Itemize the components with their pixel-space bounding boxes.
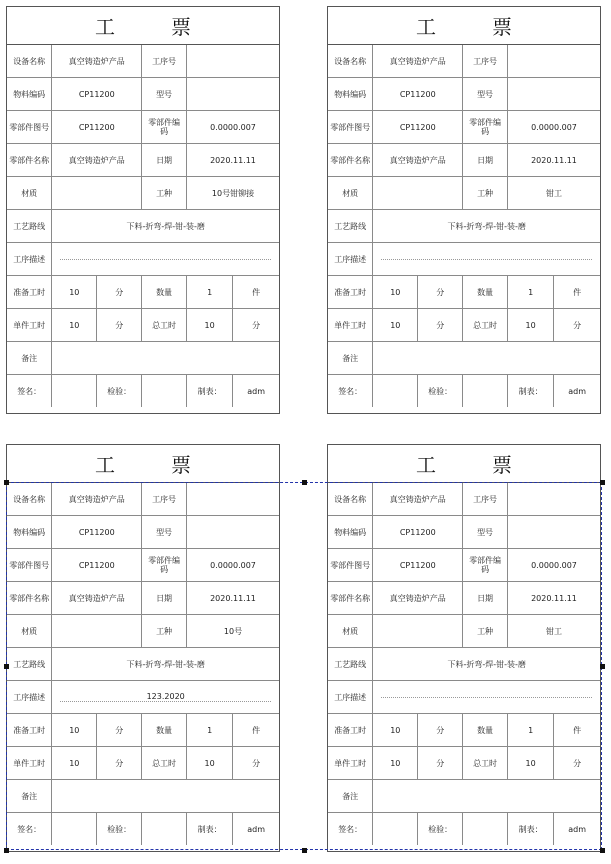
row-remarks [7, 780, 279, 813]
row-equipment-name [328, 483, 600, 516]
label-process-description: 工序描述 [7, 243, 52, 276]
row-process-route [7, 210, 279, 243]
value-process-no[interactable] [508, 45, 601, 78]
row-prep-time [7, 714, 279, 747]
label-job-type: 工种 [463, 177, 508, 210]
label-inspection: 检验： [418, 813, 463, 846]
label-unit-time: 单件工时 [328, 747, 373, 780]
label-prep-time: 准备工时 [328, 714, 373, 747]
label-total-time: 总工时 [463, 747, 508, 780]
value-job-type[interactable]: 钳工 [508, 615, 601, 648]
row-material [328, 177, 600, 210]
label-process-description: 工序描述 [328, 681, 373, 714]
value-remarks[interactable] [52, 342, 279, 375]
resize-handle-top-center[interactable] [302, 480, 307, 485]
row-prep-time [328, 714, 600, 747]
value-inspection[interactable] [463, 375, 508, 408]
value-job-type[interactable]: 钳工 [508, 177, 601, 210]
dotted-line [60, 259, 271, 260]
label-signature: 签名： [328, 375, 373, 408]
label-part-drawing-no: 零部件图号 [328, 111, 373, 144]
row-signatures [328, 813, 600, 846]
unit-total-time: 分 [554, 747, 600, 780]
row-material-code [328, 78, 600, 111]
value-unit-time[interactable]: 10 [373, 309, 418, 342]
label-material: 材质 [7, 615, 52, 648]
row-part-drawing [7, 549, 279, 582]
label-prepared-by: 制表： [508, 375, 554, 408]
label-process-description: 工序描述 [328, 243, 373, 276]
value-quantity[interactable]: 1 [187, 276, 233, 309]
value-material[interactable] [373, 177, 463, 210]
value-process-no[interactable] [187, 483, 280, 516]
label-material-code: 物料编码 [328, 516, 373, 549]
resize-handle-middle-left[interactable] [4, 664, 9, 669]
label-material-code: 物料编码 [7, 78, 52, 111]
row-process-description [7, 243, 279, 276]
row-process-route [328, 648, 600, 681]
row-prep-time [7, 276, 279, 309]
label-inspection: 检验： [97, 813, 142, 846]
unit-quantity: 件 [554, 714, 600, 747]
value-part-code[interactable]: 0.0000.007 [187, 111, 280, 144]
label-prep-time: 准备工时 [7, 714, 52, 747]
value-process-no[interactable] [187, 45, 280, 78]
resize-handle-top-left[interactable] [4, 480, 9, 485]
label-job-type: 工种 [463, 615, 508, 648]
row-material [7, 177, 279, 210]
value-date[interactable]: 2020.11.11 [187, 144, 280, 177]
value-prepared-by[interactable]: adm [233, 813, 279, 846]
row-equipment-name [7, 483, 279, 516]
row-material-code [328, 516, 600, 549]
label-job-type: 工种 [142, 615, 187, 648]
ticket-title: 工 票 [7, 7, 279, 45]
label-prepared-by: 制表： [187, 375, 233, 408]
value-signature[interactable] [52, 813, 97, 846]
value-process-route[interactable]: 下料-折弯-焊-钳-装-磨 [373, 210, 600, 243]
row-signatures [7, 375, 279, 408]
work-ticket-card[interactable] [327, 444, 601, 852]
value-part-code[interactable]: 0.0000.007 [508, 111, 601, 144]
row-process-description [328, 243, 600, 276]
value-signature[interactable] [373, 375, 418, 408]
resize-handle-top-right[interactable] [600, 480, 605, 485]
ticket-title: 工 票 [328, 445, 600, 483]
process-description-text: 123.2020 [146, 692, 185, 701]
label-signature: 签名： [7, 375, 52, 408]
label-process-no: 工序号 [142, 45, 187, 78]
row-material [328, 615, 600, 648]
value-total-time[interactable]: 10 [508, 309, 554, 342]
label-quantity: 数量 [142, 276, 187, 309]
label-part-code: 零部件编码 [142, 549, 187, 582]
row-remarks [328, 342, 600, 375]
value-material-code[interactable]: CP11200 [52, 78, 142, 111]
value-model[interactable] [187, 516, 280, 549]
ticket-title: 工 票 [7, 445, 279, 483]
label-part-code: 零部件编码 [463, 549, 508, 582]
label-date: 日期 [463, 144, 508, 177]
row-unit-time [7, 747, 279, 780]
label-signature: 签名： [7, 813, 52, 846]
work-ticket-card[interactable] [6, 6, 280, 414]
work-ticket-card[interactable] [6, 444, 280, 852]
label-unit-time: 单件工时 [7, 747, 52, 780]
value-material-code[interactable]: CP11200 [373, 516, 463, 549]
row-material-code [7, 78, 279, 111]
label-remarks: 备注 [328, 342, 373, 375]
value-material[interactable] [52, 177, 142, 210]
value-model[interactable] [508, 516, 601, 549]
label-process-no: 工序号 [142, 483, 187, 516]
value-total-time[interactable]: 10 [187, 747, 233, 780]
label-equipment-name: 设备名称 [7, 45, 52, 78]
row-part-drawing [328, 111, 600, 144]
label-date: 日期 [142, 582, 187, 615]
label-quantity: 数量 [463, 276, 508, 309]
value-equipment-name[interactable]: 真空铸造炉产品 [373, 483, 463, 516]
label-part-drawing-no: 零部件图号 [7, 111, 52, 144]
ticket-table [328, 483, 600, 845]
resize-handle-middle-right[interactable] [600, 664, 605, 669]
value-part-drawing-no[interactable]: CP11200 [373, 549, 463, 582]
row-signatures [7, 813, 279, 846]
row-part-name [328, 144, 600, 177]
label-part-drawing-no: 零部件图号 [7, 549, 52, 582]
unit-unit-time: 分 [97, 747, 142, 780]
unit-prep-time: 分 [97, 714, 142, 747]
label-prepared-by: 制表： [187, 813, 233, 846]
row-unit-time [328, 747, 600, 780]
row-signatures [328, 375, 600, 408]
value-part-name[interactable]: 真空铸造炉产品 [52, 582, 142, 615]
ticket-table [328, 45, 600, 407]
row-part-name [7, 144, 279, 177]
unit-unit-time: 分 [418, 747, 463, 780]
value-prep-time[interactable]: 10 [373, 714, 418, 747]
value-prepared-by[interactable]: adm [554, 375, 600, 408]
label-part-name: 零部件名称 [7, 582, 52, 615]
value-signature[interactable] [52, 375, 97, 408]
value-material[interactable] [373, 615, 463, 648]
value-prep-time[interactable]: 10 [373, 276, 418, 309]
label-process-route: 工艺路线 [7, 210, 52, 243]
value-equipment-name[interactable]: 真空铸造炉产品 [373, 45, 463, 78]
row-unit-time [7, 309, 279, 342]
value-total-time[interactable]: 10 [508, 747, 554, 780]
label-unit-time: 单件工时 [7, 309, 52, 342]
row-process-route [7, 648, 279, 681]
label-prep-time: 准备工时 [7, 276, 52, 309]
value-prepared-by[interactable]: adm [233, 375, 279, 408]
value-process-description[interactable] [52, 681, 279, 714]
row-material-code [7, 516, 279, 549]
label-quantity: 数量 [463, 714, 508, 747]
label-part-code: 零部件编码 [463, 111, 508, 144]
value-model[interactable] [187, 78, 280, 111]
row-equipment-name [328, 45, 600, 78]
unit-quantity: 件 [233, 714, 279, 747]
row-process-description [328, 681, 600, 714]
label-remarks: 备注 [7, 342, 52, 375]
resize-handle-bottom-right[interactable] [600, 848, 605, 853]
value-process-description[interactable] [373, 681, 600, 714]
value-part-drawing-no[interactable]: CP11200 [52, 111, 142, 144]
value-remarks[interactable] [373, 780, 600, 813]
unit-unit-time: 分 [97, 309, 142, 342]
value-prepared-by[interactable]: adm [554, 813, 600, 846]
value-date[interactable]: 2020.11.11 [508, 144, 601, 177]
label-material: 材质 [328, 615, 373, 648]
label-equipment-name: 设备名称 [328, 483, 373, 516]
row-part-name [7, 582, 279, 615]
value-process-route[interactable]: 下料-折弯-焊-钳-装-磨 [52, 648, 279, 681]
label-process-route: 工艺路线 [7, 648, 52, 681]
value-equipment-name[interactable]: 真空铸造炉产品 [52, 45, 142, 78]
value-inspection[interactable] [463, 813, 508, 846]
unit-total-time: 分 [233, 747, 279, 780]
label-date: 日期 [142, 144, 187, 177]
label-prep-time: 准备工时 [328, 276, 373, 309]
row-remarks [7, 342, 279, 375]
label-remarks: 备注 [7, 780, 52, 813]
value-quantity[interactable]: 1 [508, 276, 554, 309]
value-date[interactable]: 2020.11.11 [508, 582, 601, 615]
label-prepared-by: 制表： [508, 813, 554, 846]
ticket-table [7, 483, 279, 845]
unit-total-time: 分 [233, 309, 279, 342]
row-process-description [7, 681, 279, 714]
dotted-line [60, 701, 271, 702]
label-process-description: 工序描述 [7, 681, 52, 714]
value-total-time[interactable]: 10 [187, 309, 233, 342]
unit-prep-time: 分 [97, 276, 142, 309]
value-model[interactable] [508, 78, 601, 111]
label-process-no: 工序号 [463, 483, 508, 516]
row-unit-time [328, 309, 600, 342]
label-total-time: 总工时 [142, 747, 187, 780]
label-part-name: 零部件名称 [7, 144, 52, 177]
label-model: 型号 [142, 78, 187, 111]
value-process-description[interactable] [52, 243, 279, 276]
row-part-name [328, 582, 600, 615]
value-part-name[interactable]: 真空铸造炉产品 [373, 144, 463, 177]
label-remarks: 备注 [328, 780, 373, 813]
label-quantity: 数量 [142, 714, 187, 747]
label-equipment-name: 设备名称 [7, 483, 52, 516]
label-process-no: 工序号 [463, 45, 508, 78]
ticket-title: 工 票 [328, 7, 600, 45]
value-part-name[interactable]: 真空铸造炉产品 [373, 582, 463, 615]
value-process-no[interactable] [508, 483, 601, 516]
resize-handle-bottom-left[interactable] [4, 848, 9, 853]
value-remarks[interactable] [52, 780, 279, 813]
value-part-code[interactable]: 0.0000.007 [187, 549, 280, 582]
value-prep-time[interactable]: 10 [52, 714, 97, 747]
label-model: 型号 [463, 78, 508, 111]
unit-quantity: 件 [233, 276, 279, 309]
value-part-drawing-no[interactable]: CP11200 [373, 111, 463, 144]
row-remarks [328, 780, 600, 813]
value-job-type[interactable]: 10号钳铆接 [187, 177, 280, 210]
unit-quantity: 件 [554, 276, 600, 309]
value-equipment-name[interactable]: 真空铸造炉产品 [52, 483, 142, 516]
label-total-time: 总工时 [463, 309, 508, 342]
label-model: 型号 [142, 516, 187, 549]
value-part-name[interactable]: 真空铸造炉产品 [52, 144, 142, 177]
value-inspection[interactable] [142, 813, 187, 846]
value-material[interactable] [52, 615, 142, 648]
resize-handle-bottom-center[interactable] [302, 848, 307, 853]
unit-total-time: 分 [554, 309, 600, 342]
row-equipment-name [7, 45, 279, 78]
row-material [7, 615, 279, 648]
label-process-route: 工艺路线 [328, 210, 373, 243]
unit-prep-time: 分 [418, 276, 463, 309]
label-material: 材质 [7, 177, 52, 210]
label-model: 型号 [463, 516, 508, 549]
value-process-description[interactable] [373, 243, 600, 276]
label-date: 日期 [463, 582, 508, 615]
value-quantity[interactable]: 1 [508, 714, 554, 747]
label-part-drawing-no: 零部件图号 [328, 549, 373, 582]
row-part-drawing [7, 111, 279, 144]
value-job-type[interactable]: 10号 [187, 615, 280, 648]
value-prep-time[interactable]: 10 [52, 276, 97, 309]
dotted-line [381, 259, 592, 260]
row-part-drawing [328, 549, 600, 582]
value-unit-time[interactable]: 10 [52, 747, 97, 780]
value-unit-time[interactable]: 10 [373, 747, 418, 780]
unit-unit-time: 分 [418, 309, 463, 342]
value-process-route[interactable]: 下料-折弯-焊-钳-装-磨 [373, 648, 600, 681]
value-inspection[interactable] [142, 375, 187, 408]
dotted-line [381, 697, 592, 698]
value-process-route[interactable]: 下料-折弯-焊-钳-装-磨 [52, 210, 279, 243]
label-part-name: 零部件名称 [328, 582, 373, 615]
row-process-route [328, 210, 600, 243]
label-job-type: 工种 [142, 177, 187, 210]
value-part-drawing-no[interactable]: CP11200 [52, 549, 142, 582]
unit-prep-time: 分 [418, 714, 463, 747]
value-date[interactable]: 2020.11.11 [187, 582, 280, 615]
label-inspection: 检验： [418, 375, 463, 408]
label-unit-time: 单件工时 [328, 309, 373, 342]
label-total-time: 总工时 [142, 309, 187, 342]
value-part-code[interactable]: 0.0000.007 [508, 549, 601, 582]
label-part-name: 零部件名称 [328, 144, 373, 177]
value-material-code[interactable]: CP11200 [373, 78, 463, 111]
label-material-code: 物料编码 [328, 78, 373, 111]
value-unit-time[interactable]: 10 [52, 309, 97, 342]
value-material-code[interactable]: CP11200 [52, 516, 142, 549]
label-inspection: 检验： [97, 375, 142, 408]
label-material-code: 物料编码 [7, 516, 52, 549]
label-part-code: 零部件编码 [142, 111, 187, 144]
label-material: 材质 [328, 177, 373, 210]
label-process-route: 工艺路线 [328, 648, 373, 681]
row-prep-time [328, 276, 600, 309]
value-signature[interactable] [373, 813, 418, 846]
label-signature: 签名： [328, 813, 373, 846]
value-remarks[interactable] [373, 342, 600, 375]
work-ticket-card[interactable] [327, 6, 601, 414]
ticket-table [7, 45, 279, 407]
value-quantity[interactable]: 1 [187, 714, 233, 747]
label-equipment-name: 设备名称 [328, 45, 373, 78]
